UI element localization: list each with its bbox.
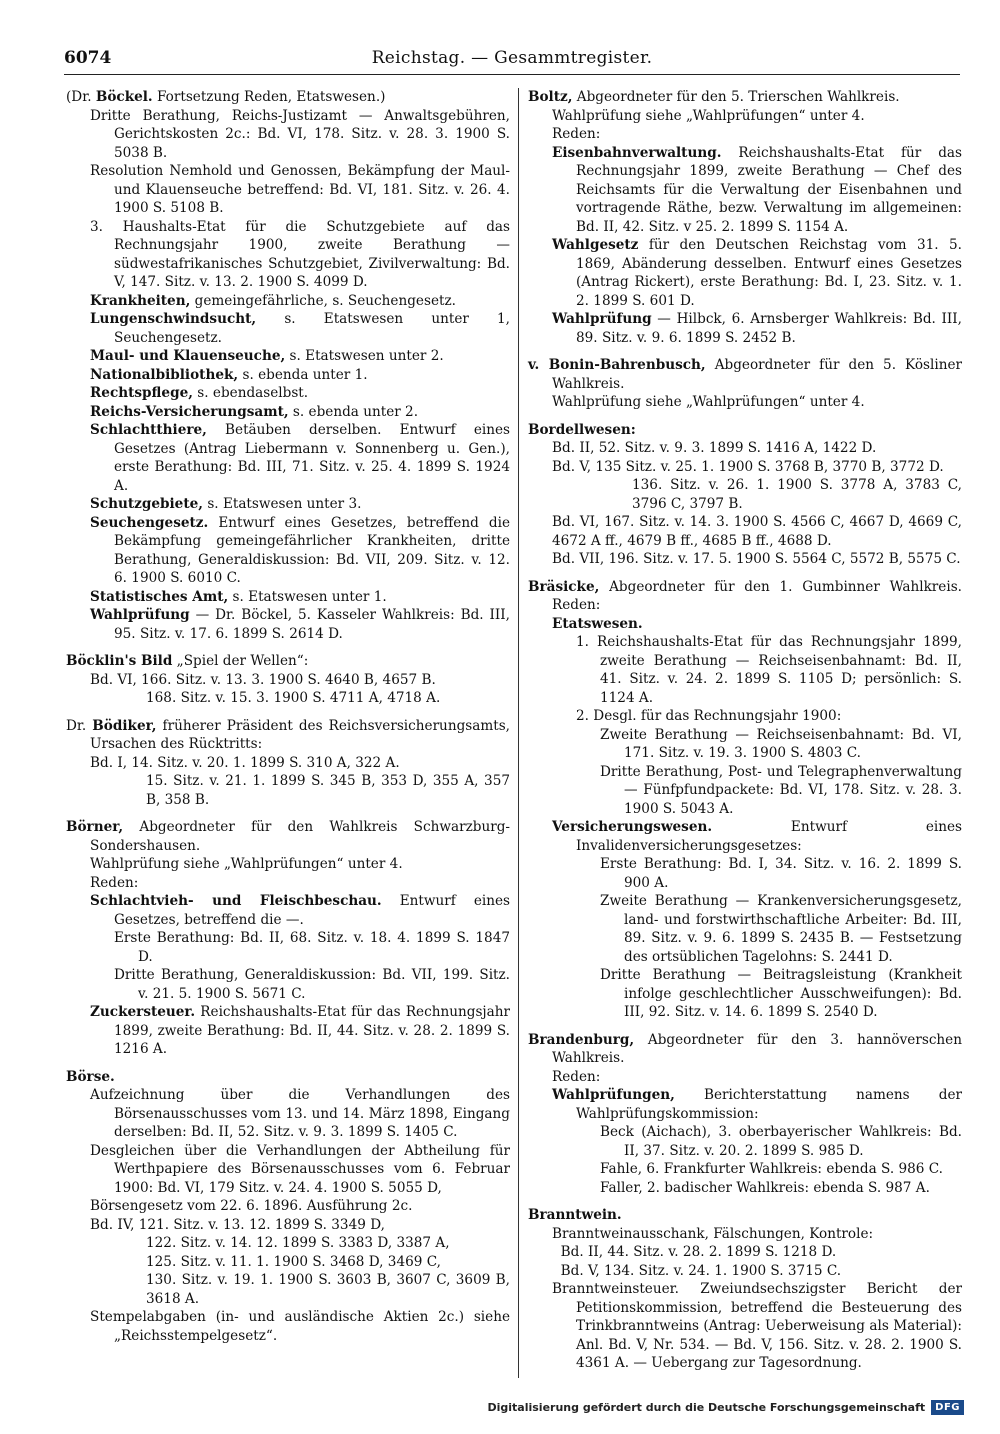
right-column-line: Dritte Berathung — Beitragsleistung (Krankheit infolge geschlechtlicher Ausschweifungen): Bd. III, 92. Sitz. v. 14. 6. 1899 S. 2540 D.	[600, 967, 962, 1020]
left-column-line: Maul- und Klauenseuche, s. Etatswesen unter 2.	[90, 348, 444, 364]
right-column-line: Bd. V, 134. Sitz. v. 24. 1. 1900 S. 3715 C.	[552, 1262, 842, 1279]
left-column-line: Desgleichen über die Verhandlungen der Abtheilung für Werthpapiere des Börsenausschusses vom 6. Februar 1900: Bd. VI, 179 Sitz. v. 24. 4. 1900 S. 5055 D,	[90, 1142, 510, 1196]
left-column-line: Reichs-Versicherungsamt, s. ebenda unter 2.	[90, 403, 419, 420]
left-column-line: Dritte Berathung, Generaldiskussion: Bd. VII, 199. Sitz. v. 21. 5. 1900 S. 5671 C.	[114, 967, 510, 1002]
left-column-line: Böcklin's Bild „Spiel der Wellen“:	[66, 653, 309, 669]
left-column-line: Krankheiten, gemeingefährliche, s. Seuchengesetz.	[90, 292, 456, 309]
right-column-line: Wahlprüfungen, Berichterstattung namens der Wahlprüfungskommission:	[552, 1087, 962, 1122]
left-column-line: 125. Sitz. v. 11. 1. 1900 S. 3468 D, 3469 C,	[146, 1253, 441, 1270]
left-column-line: Bd. IV, 121. Sitz. v. 13. 12. 1899 S. 3349 D,	[90, 1216, 385, 1233]
left-column-line: (Dr. Böckel. Fortsetzung Reden, Etatswesen.)	[66, 89, 386, 105]
right-column-line: Bräsicke, Abgeordneter für den 1. Gumbinner Wahlkreis. Reden:	[528, 578, 962, 613]
left-column-line: Stempelabgaben (in- und ausländische Aktien 2c.) siehe „Reichsstempelgesetz“.	[90, 1309, 510, 1344]
left-column-line: Statistisches Amt, s. Etatswesen unter 1.	[90, 588, 387, 605]
right-column-line: Reden:	[552, 126, 601, 142]
left-column-line: 130. Sitz. v. 19. 1. 1900 S. 3603 B, 3607 C, 3609 B, 3618 A.	[146, 1272, 510, 1307]
right-column-line: Branntweinsteuer. Zweiundsechszigster Bericht der Petitionskommission, betreffend die Besteuerung des Trinkbranntweins (Antrag: Ueberweisung als Material): Anl. Bd. V, Nr. 534. — Bd. V, 156. Sitz. v. 28. 2. 1900 S. 4361 A. — Uebergang zur Tagesordnung.	[552, 1281, 962, 1371]
right-column	[528, 88, 962, 1373]
left-column-line: Börsengesetz vom 22. 6. 1896. Ausführung 2c.	[90, 1198, 413, 1214]
left-column-line: Dritte Berathung, Reichs-Justizamt — Anwaltsgebühren, Gerichtskosten 2c.: Bd. VI, 178. Sitz. v. 28. 3. 1900 S. 5038 B.	[90, 107, 510, 161]
entry-gap	[528, 569, 962, 578]
page-header	[64, 48, 960, 75]
left-column-line: Bd. I, 14. Sitz. v. 20. 1. 1899 S. 310 A, 322 A.	[90, 754, 400, 771]
right-column-line: Reden:	[552, 1068, 601, 1085]
left-column-line: Wahlprüfung — Dr. Böckel, 5. Kasseler Wahlkreis: Bd. III, 95. Sitz. v. 17. 6. 1899 S. 2614 D.	[90, 607, 510, 642]
right-column-line: Versicherungswesen. Entwurf eines Invalidenversicherungsgesetzes:	[552, 819, 962, 854]
entry-gap	[66, 643, 510, 652]
entry-gap	[66, 708, 510, 717]
left-column-line: Schlachtthiere, Betäuben derselben. Entwurf eines Gesetzes (Antrag Liebermann v. Sonnenberg u. Gen.), erste Berathung: Bd. III, 71. Sitz. v. 25. 4. 1899 S. 1924 A.	[90, 422, 510, 494]
right-column-line: Wahlprüfung siehe „Wahlprüfungen“ unter 4.	[552, 107, 865, 124]
right-column-line: Eisenbahnverwaltung. Reichshaushalts-Etat für das Rechnungsjahr 1899, zweite Berathung — Chef des Reichsamts für die Verwaltung der Eisenbahnen und vortragende Räthe, bezw. Verwaltung im allgemeinen: Bd. II, 42. Sitz. v 25. 2. 1899 S. 1154 A.	[552, 144, 962, 235]
right-column-line: Bd. VII, 196. Sitz. v. 17. 5. 1900 S. 5564 C, 5572 B, 5575 C.	[552, 551, 961, 567]
right-column-line: Wahlprüfung — Hilbck, 6. Arnsberger Wahlkreis: Bd. III, 89. Sitz. v. 9. 6. 1899 S. 2452 B.	[552, 311, 962, 346]
right-column-line: 1. Reichshaushalts-Etat für das Rechnungsjahr 1899, zweite Berathung — Reichseisenbahnamt: Bd. II, 41. Sitz. v. 24. 2. 1899 S. 1105 D; persönlich: S. 1124 A.	[576, 634, 962, 706]
left-column-line: Wahlprüfung siehe „Wahlprüfungen“ unter 4.	[90, 856, 403, 872]
left-column-line: 168. Sitz. v. 15. 3. 1900 S. 4711 A, 4718 A.	[146, 690, 441, 706]
left-column-line: Dr. Bödiker, früherer Präsident des Reichsversicherungsamts, Ursachen des Rücktritts:	[66, 717, 511, 752]
right-column-line: Etatswesen.	[552, 615, 643, 632]
left-column-line: 15. Sitz. v. 21. 1. 1899 S. 345 B, 353 D, 355 A, 357 B, 358 B.	[146, 773, 510, 808]
right-column-line: Dritte Berathung, Post- und Telegraphenverwaltung — Fünfpfundpackete: Bd. VI, 178. Sitz. v. 28. 3. 1900 S. 5043 A.	[600, 763, 962, 817]
right-column-line: Bd. II, 52. Sitz. v. 9. 3. 1899 S. 1416 A, 1422 D.	[552, 440, 877, 456]
column-divider	[518, 88, 519, 1378]
footer-credit: Digitalisierung gefördert durch die Deutsche Forschungsgemeinschaft	[487, 1400, 926, 1414]
left-column	[66, 88, 510, 1345]
right-column-line: Wahlprüfung siehe „Wahlprüfungen“ unter 4.	[552, 394, 865, 410]
right-column-line: Branntweinausschank, Fälschungen, Kontrole:	[552, 1225, 874, 1242]
left-column-line: Seuchengesetz. Entwurf eines Gesetzes, betreffend die Bekämpfung gemeingefährlicher Krankheiten, dritte Berathung, Generaldiskussion: Bd. VII, 209. Sitz. v. 12. 6. 1900 S. 6010 C.	[90, 514, 510, 586]
left-column-line: Schutzgebiete, s. Etatswesen unter 3.	[90, 496, 362, 512]
dfg-logo: DFG	[931, 1400, 964, 1415]
left-column-line: Schlachtvieh- und Fleischbeschau. Entwurf eines Gesetzes, betreffend die —.	[90, 893, 510, 928]
entry-gap	[66, 1059, 510, 1068]
left-column-line: Nationalbibliothek, s. ebenda unter 1.	[90, 366, 368, 383]
right-column-line: Fahle, 6. Frankfurter Wahlkreis: ebenda S. 986 C.	[600, 1161, 943, 1177]
right-column-line: Beck (Aichach), 3. oberbayerischer Wahlkreis: Bd. II, 37. Sitz. v. 20. 2. 1899 S. 985 D.	[600, 1124, 962, 1159]
entry-gap	[528, 1022, 962, 1031]
left-column-line: 122. Sitz. v. 14. 12. 1899 S. 3383 D, 3387 A,	[146, 1235, 450, 1251]
left-column-line: Resolution Nemhold und Genossen, Bekämpfung der Maul- und Klauenseuche betreffend: Bd. VI, 181. Sitz. v. 26. 4. 1900 S. 5108 B.	[90, 163, 510, 216]
entry-gap	[528, 412, 962, 421]
running-title: Reichstag. — Gesammtregister.	[371, 48, 653, 68]
left-column-line: 3. Haushalts-Etat für die Schutzgebiete auf das Rechnungsjahr 1900, zweite Berathung — südwestafrikanisches Schutzgebiet, Zivilverwaltung: Bd. V, 147. Sitz. v. 13. 2. 1900 S. 4099 D.	[90, 218, 510, 290]
right-column-line: 136. Sitz. v. 26. 1. 1900 S. 3778 A, 3783 C, 3796 C, 3797 B.	[632, 477, 962, 512]
left-column-line: Zuckersteuer. Reichshaushalts-Etat für das Rechnungsjahr 1899, zweite Berathung: Bd. II, 44. Sitz. v. 28. 2. 1899 S. 1216 A.	[90, 1004, 510, 1057]
left-column-line: Lungenschwindsucht, s. Etatswesen unter 1, Seuchengesetz.	[90, 311, 510, 346]
left-column-line: Rechtspflege, s. ebendaselbst.	[90, 385, 309, 401]
right-column-line: Bd. VI, 167. Sitz. v. 14. 3. 1900 S. 4566 C, 4667 D, 4669 C, 4672 A ff., 4679 B ff., 4685 B ff., 4688 D.	[552, 514, 962, 549]
right-column-line: 2. Desgl. für das Rechnungsjahr 1900:	[576, 708, 842, 724]
entry-gap	[528, 1197, 962, 1206]
left-column-line: Aufzeichnung über die Verhandlungen des Börsenausschusses vom 13. und 14. März 1898, Eingang derselben: Bd. II, 52. Sitz. v. 9. 3. 1899 S. 1405 C.	[90, 1087, 510, 1140]
right-column-line: Zweite Berathung — Reichseisenbahnamt: Bd. VI, 171. Sitz. v. 19. 3. 1900 S. 4803 C.	[600, 726, 962, 761]
right-column-line: Bordellwesen:	[528, 421, 636, 438]
right-column-line: Brandenburg, Abgeordneter für den 3. hannöverschen Wahlkreis.	[528, 1031, 962, 1066]
left-column-line: Börner, Abgeordneter für den Wahlkreis Schwarzburg-Sondershausen.	[66, 819, 510, 854]
left-column-line: Bd. VI, 166. Sitz. v. 13. 3. 1900 S. 4640 B, 4657 B.	[90, 671, 436, 688]
right-column-line: Erste Berathung: Bd. I, 34. Sitz. v. 16. 2. 1899 S. 900 A.	[600, 856, 962, 891]
right-column-line: Faller, 2. badischer Wahlkreis: ebenda S. 987 A.	[600, 1179, 930, 1196]
left-column-line: Börse.	[66, 1068, 115, 1085]
right-column-line: v. Bonin-Bahrenbusch, Abgeordneter für den 5. Kösliner Wahlkreis.	[528, 357, 962, 392]
left-column-line: Reden:	[90, 874, 139, 891]
page-number: 6074	[64, 48, 112, 68]
left-column-line: Erste Berathung: Bd. II, 68. Sitz. v. 18. 4. 1899 S. 1847 D.	[114, 930, 510, 965]
right-column-line: Wahlgesetz für den Deutschen Reichstag vom 31. 5. 1869, Abänderung desselben. Entwurf eines Gesetzes (Antrag Rickert), erste Berathung: Bd. I, 23. Sitz. v. 1. 2. 1899 S. 601 D.	[552, 237, 962, 309]
right-column-line: Branntwein.	[528, 1207, 622, 1223]
right-column-line: Boltz, Abgeordneter für den 5. Trierschen Wahlkreis.	[528, 89, 900, 105]
right-column-line: Bd. II, 44. Sitz. v. 28. 2. 1899 S. 1218 D.	[552, 1244, 837, 1260]
right-column-line: Zweite Berathung — Krankenversicherungsgesetz, land- und forstwirthschaftliche Arbeiter: Bd. III, 89. Sitz. v. 9. 6. 1899 S. 2435 B. — Festsetzung des ortsüblichen Tagelohns: S. 2441 D.	[600, 893, 962, 965]
entry-gap	[66, 809, 510, 818]
entry-gap	[528, 347, 962, 356]
right-column-line: Bd. V, 135 Sitz. v. 25. 1. 1900 S. 3768 B, 3770 B, 3772 D.	[552, 458, 944, 475]
footer	[487, 1396, 964, 1418]
